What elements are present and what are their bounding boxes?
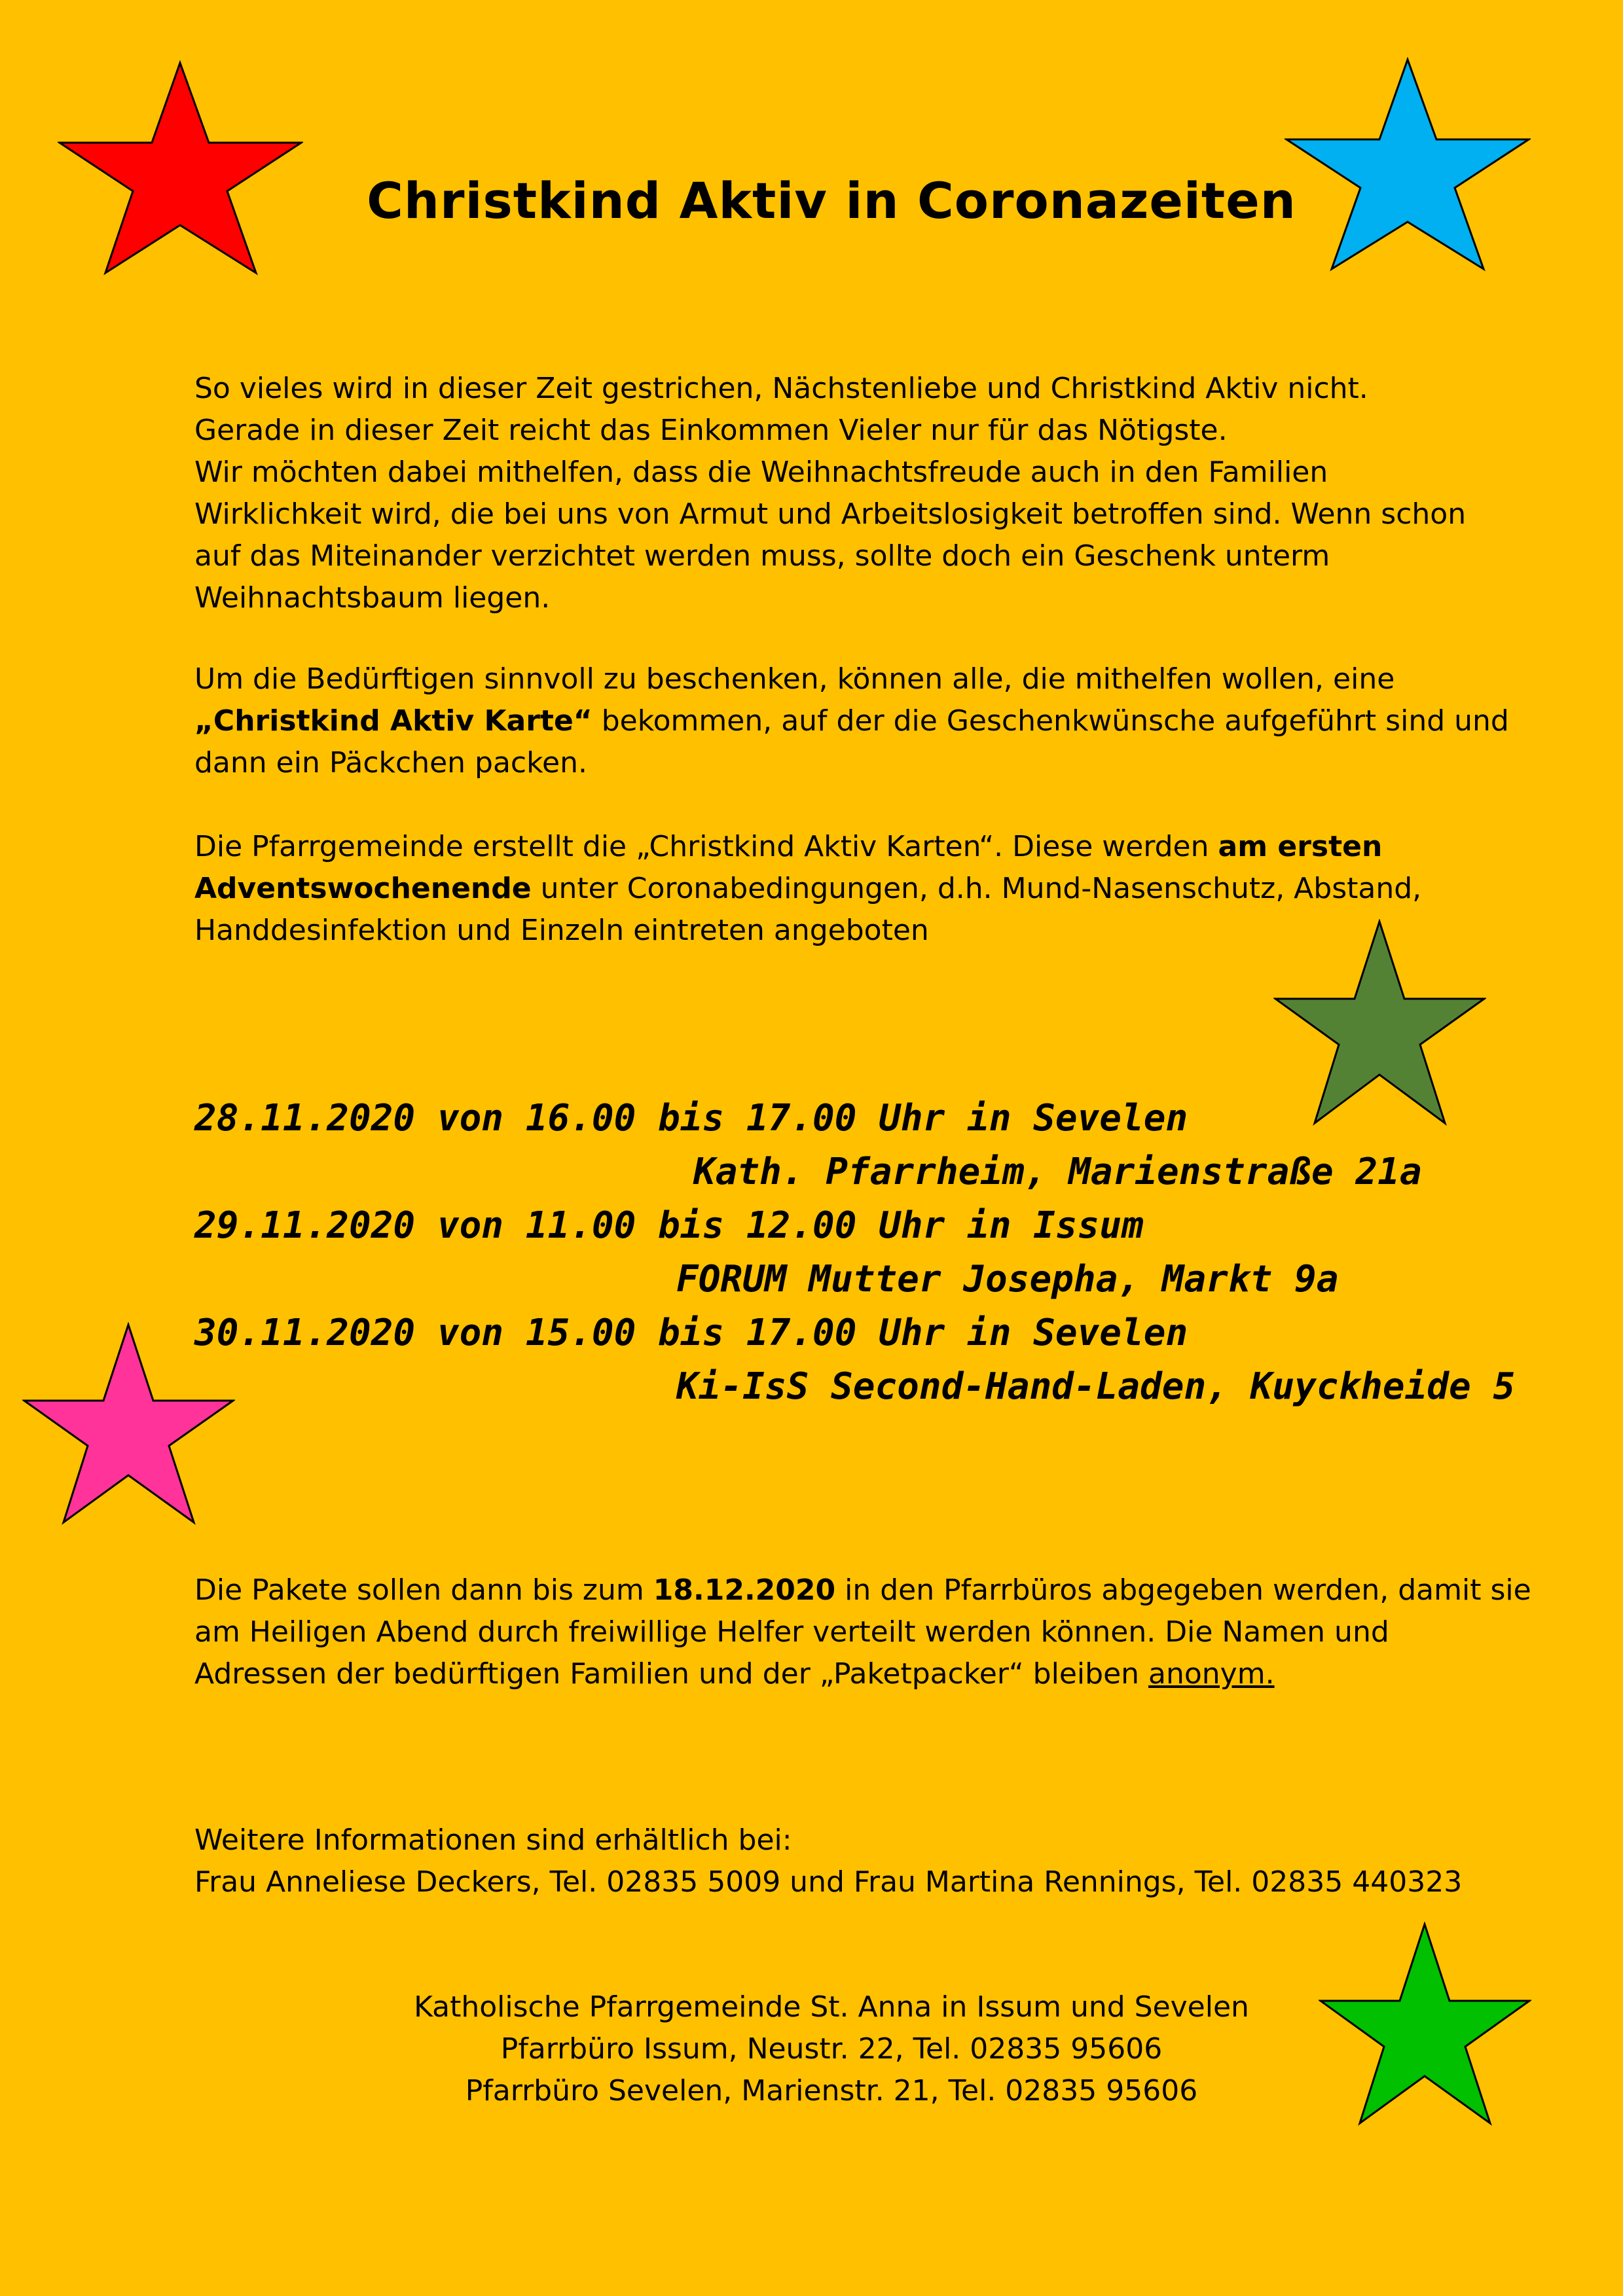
date-where: FORUM Mutter Josepha, Markt 9a (676, 1258, 1339, 1300)
pfarr-line-rest: unter Coronabedingungen, d.h. Mund-Nasenschutz, Abstand, (531, 872, 1422, 905)
info-contacts: Frau Anneliese Deckers, Tel. 02835 5009 und Frau Martina Rennings, Tel. 02835 440323 (194, 1865, 1463, 1899)
pakete-deadline: 18.12.2020 (653, 1573, 836, 1607)
pfarr-line-bold: am ersten (1218, 830, 1383, 863)
footer-line: Katholische Pfarrgemeinde St. Anna in Issum und Sevelen (414, 1990, 1249, 2024)
info-paragraph (194, 1820, 1462, 1903)
page-title: Christkind Aktiv in Coronazeiten (367, 171, 1296, 230)
intro-line: Gerade in dieser Zeit reicht das Einkommen Vieler nur für das Nötigste. (194, 414, 1228, 447)
blue-star-shape (1286, 60, 1529, 269)
intro-line: Weihnachtsbaum liegen. (194, 581, 551, 615)
date-where: Kath. Pfarrheim, Marienstraße 21a (693, 1151, 1422, 1193)
karte-line (194, 700, 1509, 742)
footer-line: Pfarrbüro Sevelen, Marienstr. 21, Tel. 02835 95606 (465, 2074, 1198, 2108)
pfarr-line (194, 868, 1421, 910)
karte-paragraph (194, 658, 1509, 784)
red-star-shape (60, 63, 301, 273)
date-when: 30.11.2020 von 15.00 bis 17.00 Uhr in Sevelen (194, 1312, 1188, 1354)
pakete-line-rest: in den Pfarrbüros abgegeben werden, damit sie (835, 1573, 1531, 1607)
blue-star-icon (1285, 57, 1531, 272)
intro-line: Wirklichkeit wird, die bei uns von Armut und Arbeitslosigkeit betroffen sind. Wenn schon (194, 497, 1467, 531)
intro-paragraph (194, 368, 1466, 619)
date-where: Ki-IsS Second-Hand-Laden, Kuyckheide 5 (676, 1365, 1516, 1408)
anonym-text: anonym. (1148, 1657, 1275, 1691)
karte-line: Um die Bedürftigen sinnvoll zu beschenken, können alle, die mithelfen wollen, eine (194, 662, 1395, 696)
footer-line: Pfarrbüro Issum, Neustr. 22, Tel. 02835 95606 (500, 2032, 1163, 2066)
date-when: 29.11.2020 von 11.00 bis 12.00 Uhr in Issum (194, 1204, 1144, 1247)
pakete-paragraph (194, 1570, 1531, 1695)
red-star-icon (58, 60, 303, 276)
karte-line-rest: bekommen, auf der die Geschenkwünsche aufgeführt sind und (592, 704, 1509, 738)
pakete-line (194, 1653, 1531, 1695)
karte-name: „Christkind Aktiv Karte“ (194, 704, 593, 738)
intro-line: Wir möchten dabei mithelfen, dass die Weihnachtsfreude auch in den Familien (194, 456, 1328, 489)
pakete-line-pre: Die Pakete sollen dann bis zum (194, 1573, 653, 1607)
pakete-line: am Heiligen Abend durch freiwillige Helfer verteilt werden können. Die Namen und (194, 1615, 1389, 1649)
pakete-line (194, 1570, 1531, 1611)
date-when: 28.11.2020 von 16.00 bis 17.00 Uhr in Sevelen (194, 1097, 1188, 1139)
pfarr-line-bold: Adventswochenende (194, 872, 532, 905)
karte-line: dann ein Päckchen packen. (194, 746, 587, 780)
pfarr-line: Handdesinfektion und Einzeln eintreten angeboten (194, 914, 929, 947)
pfarrgemeinde-paragraph (194, 826, 1421, 952)
dates-list (194, 1092, 1515, 1414)
pakete-line-pre: Adressen der bedürftigen Familien und der „Paketpacker“ bleiben (194, 1657, 1149, 1691)
info-line: Weitere Informationen sind erhältlich bei: (194, 1823, 792, 1857)
intro-line: auf das Miteinander verzichtet werden muss, sollte doch ein Geschenk unterm (194, 539, 1330, 573)
pfarr-line-pre: Die Pfarrgemeinde erstellt die „Christkind Aktiv Karten“. Diese werden (194, 830, 1218, 863)
intro-line: So vieles wird in dieser Zeit gestrichen, Nächstenliebe und Christkind Aktiv nicht. (194, 372, 1368, 405)
pfarr-line (194, 826, 1421, 868)
footer-address (0, 1986, 1623, 2112)
